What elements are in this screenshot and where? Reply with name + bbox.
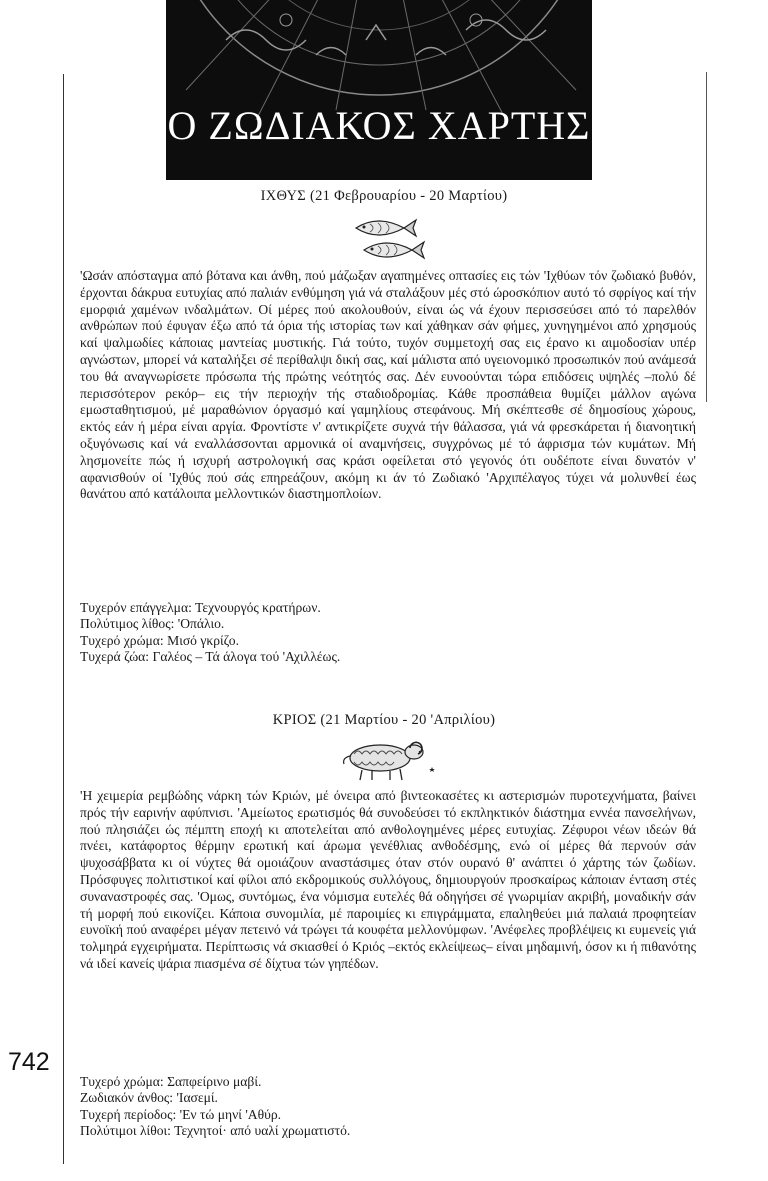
left-margin-rule: [63, 74, 64, 1164]
pisces-fact-animals: Τυχερά ζώα: Γαλέος – Τά άλογα τού 'Αχιλλέως.: [80, 649, 341, 665]
pisces-forecast: 'Ωσάν απόσταγμα από βότανα και άνθη, πού μάζωξαν αγαπημένες οπτασίες εις τών 'Ιχθύων τόν ζωδιακό βυθόν, έρχονται δάκρυα ευτυχίας από παλιάν ενθύμηση γιά νά σταλάξουν μές στό ώροσκόπιον αυτό τό σφρίγος καί τήν εμορφιά χαμένων ινδαλμάτων. Οί μέρες πού ακολουθούν, είναι ώς νά έχουν περισσεύσει από τό παρελθόν ανθρώπων πού έφυγαν έξω από τά όρια τής ιστορίας των καί χάθηκαν σάν φήμες, χυνηγημένοι από χρησμούς καί ψαλμωδίες κάποιας μαντείας μυστικής. Γιά τούτο, τυχόν συμμετοχή σας εις έρανο κι αιμοδοσίαν υπέρ αγνώστων, μπορεί νά καταλήξει σέ περίθαλψι δική σας, καί μάλιστα από υγειονομικό προσωπικόν πού ανάμεσά του θά αναγνωρίσετε πρόσωπα τής πρώτης νεότητός σας. Δέν ευνοούνται τώρα επιδόσεις υψηλές –πολύ δέ περισσότερον ρεκόρ– εις τήν περιοχήν τής σταδιοδρομίας. Κάθε προσπάθεια θυμίζει μάλλον αγώνα εμωσταθητισμού, μέ μαραθώνιον όργασμό καί γαμηλίους στεφάνους. Μή σκέπτεσθε σέ δημοσίους χώρους, εκτός εάν ή μέρα είναι αργία. Φροντίστε ν' αντικρίζετε συχνά τήν θάλασσα, γιά νά φρεσκάρεται ή διανοητική οξυγόνωσις καί νά εναλλάσσονται αρμονικά οί αναμνήσεις, συγχρόνως μέ τό άφρισμα τών κυμάτων. Μή λησμονείτε πώς ή ισχυρή αστρολογική σας κράσι οφείλεται στό γεγονός ότι ουδέποτε είναι δυνατόν ν' αφανισθούν οί 'Ιχθύς πού σάς επηρεάζουν, ακόμη κι άν τό Ζωδιακό 'Αρχιπέλαγος τύχει νά μολυνθεί έως θανάτου από κατάλοιπα μελλοντικών διαστημοπλοίων.: [80, 268, 696, 502]
ram-icon: [336, 734, 436, 782]
page-number: 742: [8, 1048, 50, 1076]
aries-heading: ΚΡΙΟΣ (21 Μαρτίου - 20 'Απριλίου): [272, 712, 496, 728]
pisces-fact-color: Τυχερό χρώμα: Μισό γκρίζο.: [80, 632, 239, 648]
pisces-fact-stone: Πολύτιμος λίθος: 'Οπάλιο.: [80, 616, 225, 632]
page-title: Ο ΖΩΔΙΑΚΟΣ ΧΑΡΤΗΣ: [167, 103, 591, 148]
pisces-heading: ΙΧΘΥΣ (21 Φεβρουαρίου - 20 Μαρτίου): [260, 188, 508, 204]
aries-facts: [80, 1074, 600, 1140]
zodiac-banner: [166, 0, 592, 180]
aries-fact-flower: Ζωδιακόν άνθος: 'Ιασεμί.: [80, 1090, 218, 1106]
zodiac-wheel-graphic: [166, 0, 592, 180]
fish-icon: [352, 214, 430, 264]
aries-fact-stones: Πολύτιμοι λίθοι: Τεχνητοί· από υαλί χρωματιστό.: [80, 1123, 351, 1139]
aries-fact-color: Τυχερό χρώμα: Σαπφείρινο μαβί.: [80, 1074, 262, 1089]
aries-fact-period: Τυχερή περίοδος: 'Εν τώ μηνί 'Αθύρ.: [80, 1106, 282, 1122]
aries-forecast: 'Η χειμερία ρεμβώδης νάρκη τών Κριών, μέ όνειρα από βιντεοκασέτες κι αστερισμών πυροτεχνήματα, βαίνει πρός τήν εαρινήν αφύπνισι. 'Αμείωτος ερωτισμός θά συνοδεύσει τό εκπληκτικόν διάστημα εννέα πανσελήνων, πού πλησιάζει ώς πέμπτη εποχή κι αποτελείται από ανθολογημένες μέρες ευτυχίας. Ζέφυροι νέων ιδεών θά πνέει, κατάφορτος θέρμην ερωτική καί άρωμα γενέθλιας ανθοδέσμης, ενώ οί μέρες θά περνούν σάν ψυχοσάββατα κι οί νύχτες θά ομοιάζουν αναστάσιμες όταν στόν ουρανό θ' ανάπτει ό χάρτης τών ζωδίων. Πρόσφυγες πολιτιστικοί καί φίλοι από εκδρομικούς συλλόγους, δημιουργούν προσκαίρως κάποιαν ένταση στές συναναστροφές σας. 'Ομως, συντόμως, ένα νόμισμα ευτελές θά οδηγήσει σέ γνωριμίαν ακριβή, μοναδικήν σάν τή μορφή πού εικονίζει. Κάποια συνομιλία, μέ παροιμίες κι επιγράμματα, επαληθεύει μιά παλαιά προφητείαν ευνοϊκή πού αναφέρει μέγαν πετεινό νά τρώγει τά κουφέτα μελλονύμφων. 'Ανέφελες προβλέψεις κι ευμενείς γιά τολμηρά εγχειρήματα. Περίπτωσις νά σκιασθεί ό Κριός –εκτός εκλείψεως– είναι μηδαμινή, όσον κι ή πιθανότης νά ιδεί κανείς ψάρια πιασμένα σέ δίχτυα τών γηπέδων.: [80, 788, 696, 971]
right-margin-rule: [706, 72, 707, 402]
pisces-facts: [80, 600, 600, 666]
pisces-fact-profession: Τυχερόν επάγγελμα: Τεχνουργός κρατήρων.: [80, 600, 321, 615]
